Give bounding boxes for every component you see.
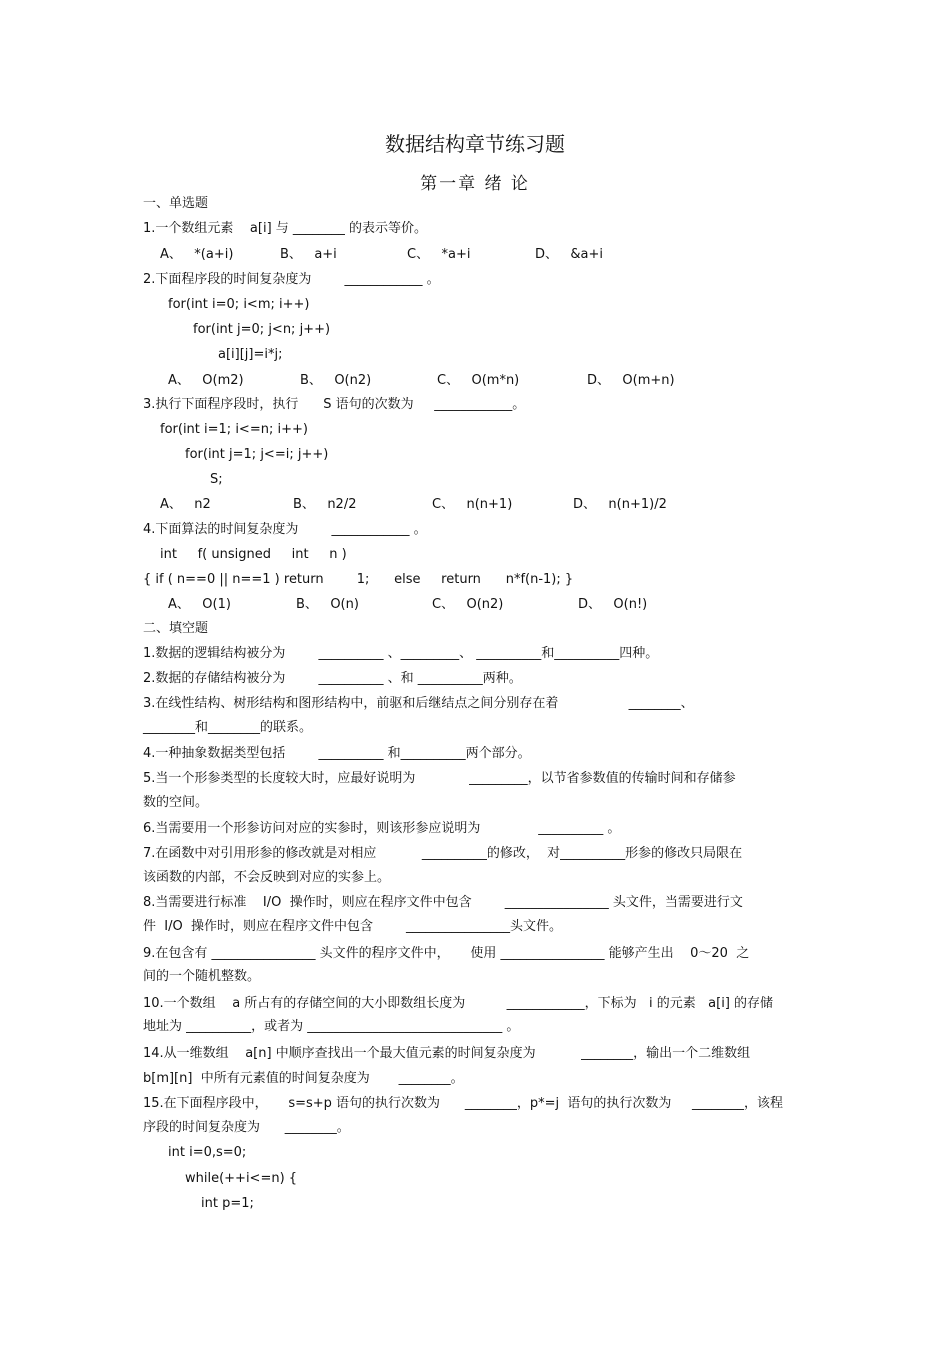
question-3: 3.执行下面程序段时，执行 S 语句的次数为 ____________。 [143, 397, 526, 412]
fill-line: 间的一个随机整数。 [143, 969, 261, 984]
fill-line: 8.当需要进行标准 I/O 操作时，则应在程序文件中包含 ________________ 头文件，当需要进行文 [143, 895, 743, 910]
fill-line: 6.当需要用一个形参访问对应的实参时，则该形参应说明为 __________ 。 [143, 821, 621, 836]
section-heading-fill-blank: 二、填空题 [143, 621, 209, 636]
q3-code-line: for(int i=1; i<=n; i++) [160, 422, 308, 437]
q1-option-b: B、 a+i [280, 247, 337, 262]
section-heading-single-choice: 一、单选题 [143, 196, 209, 211]
fill-line: 1.数据的逻辑结构被分为 __________ 、_________、 __________和__________四种。 [143, 646, 659, 661]
fill-line: 7.在函数中对引用形参的修改就是对相应 __________的修改， 对__________形参的修改只局限在 [143, 846, 743, 861]
q1-option-a: A、 *(a+i) [160, 247, 234, 262]
q3-option-b: B、 n2/2 [293, 497, 357, 512]
q4-code-line: int f( unsigned int n ) [160, 547, 347, 562]
q1-option-c: C、 *a+i [407, 247, 471, 262]
q2-option-d: D、 O(m+n) [587, 373, 675, 388]
fill-line: 4.一种抽象数据类型包括 __________ 和__________两个部分。 [143, 746, 531, 761]
q2-option-a: A、 O(m2) [168, 373, 244, 388]
q4-option-a: A、 O(1) [168, 597, 231, 612]
q3-code-line: for(int j=1; j<=i; j++) [185, 447, 329, 462]
fill-line: 9.在包含有 ________________ 头文件的程序文件中， 使用 ________________ 能够产生出 0～20 之 [143, 946, 750, 961]
fill-line: 14.从一维数组 a[n] 中顺序查找出一个最大值元素的时间复杂度为 ________，输出一个二维数组 [143, 1046, 751, 1061]
q2-code-line: a[i][j]=i*j; [218, 347, 283, 362]
fill-line: 2.数据的存储结构被分为 __________ 、和 __________两种。 [143, 671, 522, 686]
fill-line: 序段的时间复杂度为 ________。 [143, 1120, 350, 1135]
q4-option-c: C、 O(n2) [432, 597, 504, 612]
q3-code-line: S; [210, 472, 223, 487]
q2-option-b: B、 O(n2) [300, 373, 372, 388]
fill-line: 15.在下面程序段中， s=s+p 语句的执行次数为 ________，p*=j 语句的执行次数为 ________，该程 [143, 1096, 784, 1111]
q15-code-line: int i=0,s=0; [168, 1145, 247, 1160]
fill-line: 件 I/O 操作时，则应在程序文件中包含 ________________头文件。 [143, 919, 563, 934]
fill-line: 数的空间。 [143, 795, 209, 810]
q15-code-line: while(++i<=n) { [185, 1171, 298, 1186]
fill-line: 地址为 __________，或者为 ______________________________ 。 [143, 1019, 520, 1034]
question-4: 4.下面算法的时间复杂度为 ____________ 。 [143, 522, 427, 537]
q1-option-d: D、 &a+i [535, 247, 604, 262]
q4-code-line: { if ( n==0 || n==1 ) return 1; else return n*f(n-1); } [143, 572, 574, 587]
q3-option-d: D、 n(n+1)/2 [573, 497, 667, 512]
fill-line: 该函数的内部，不会反映到对应的实参上。 [143, 870, 391, 885]
chapter-heading: 第一章 绪 论 [420, 174, 530, 194]
q15-code-line: int p=1; [201, 1196, 254, 1211]
q2-code-line: for(int j=0; j<n; j++) [193, 322, 331, 337]
fill-line: ________和________的联系。 [143, 720, 313, 735]
fill-line: b[m][n] 中所有元素值的时间复杂度为 ________。 [143, 1071, 464, 1086]
q3-option-a: A、 n2 [160, 497, 211, 512]
question-2: 2.下面程序段的时间复杂度为 ____________ 。 [143, 272, 440, 287]
question-1: 1.一个数组元素 a[i] 与 ________ 的表示等价。 [143, 221, 428, 236]
q2-code-line: for(int i=0; i<m; i++) [168, 297, 310, 312]
q3-option-c: C、 n(n+1) [432, 497, 513, 512]
document-title: 数据结构章节练习题 [385, 132, 565, 156]
fill-line: 10.一个数组 a 所占有的存储空间的大小即数组长度为 ____________，下标为 i 的元素 a[i] 的存储 [143, 996, 774, 1011]
fill-line: 3.在线性结构、树形结构和图形结构中，前驱和后继结点之间分别存在着 ________、 [143, 696, 694, 711]
q4-option-d: D、 O(n!) [578, 597, 648, 612]
q2-option-c: C、 O(m*n) [437, 373, 520, 388]
q4-option-b: B、 O(n) [296, 597, 359, 612]
fill-line: 5.当一个形参类型的长度较大时，应最好说明为 _________，以节省参数值的传输时间和存储参 [143, 771, 736, 786]
